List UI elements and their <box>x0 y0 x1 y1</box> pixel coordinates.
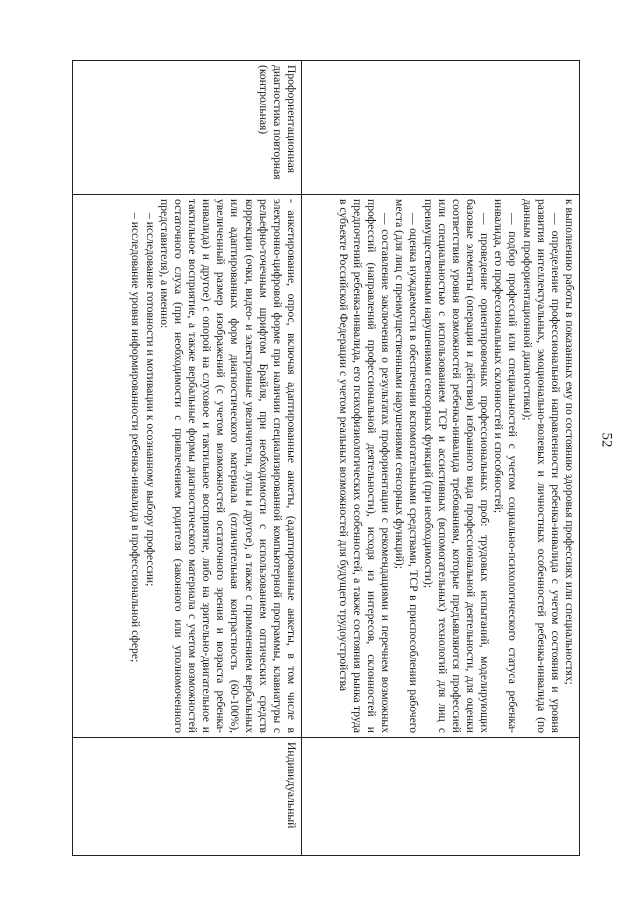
table-row <box>73 61 302 856</box>
list-item: к выполнению работы в показанных ему по состоянию здоровья профессиях или специальностях; <box>563 199 576 685</box>
list-item: — проведение ориентировочных профессиональных проб: трудовых испытаний, моделирующих базовые элементы (операции и действия) избранного вида профессиональной деятельности, для оценки соответствия уровня возможностей ребенка-инвалида требованиям, которые предъявляются профессией или специальностью с использованием ТСР и ассистивных (вспомогательных) технологий для лиц с преимущественными нарушениями сенсорных функций (при необходимости); <box>421 199 492 733</box>
page-number: 52 <box>598 432 615 448</box>
table-cell-form: Индивидуальный <box>73 738 302 856</box>
list-item: – исследование уровня информированности ребенка-инвалида в профессиональной сфере; <box>129 213 143 663</box>
table-cell-content <box>302 195 580 738</box>
table-cell-content <box>73 195 302 738</box>
table-cell-service-name <box>302 61 580 195</box>
list-item: – исследование готовности и мотивации к осознанному выбору профессии; <box>143 213 157 587</box>
table-row <box>302 61 580 856</box>
list-item: — подбор профессий или специальностей с учетом социально-психологического статуса ребенка-инвалида, его профессиональных склонностей и способностей; <box>492 199 520 733</box>
list-item: — определение профессиональной направленности ребенка-инвалида с учетом состояния и уровня развития интеллектуальных, эмоционально-волевых и личностных особенностей ребенка-инвалида (по данным профориентационной диагностики); <box>520 199 562 733</box>
list-item: — оценка нуждаемости в обеспечении вспомогательными средствами, ТСР в приспособлении рабочего места (для лиц с преимущественными нарушениями сенсорных функций); <box>393 199 421 733</box>
rehab-measures-table <box>72 60 580 856</box>
list-item: - анкетирование, опрос, включая адаптированные анкеты, (адаптированные анкеты, в том числе в электронно-цифровой форме при наличии специализированной компьютерной программы, клавиатуры с рельефно-точечным шрифтом Брайля, при необходимости с использованием оптических средств коррекции (очки, видео- и электронные увеличители, лупы и другое), а также с применением вербальных или адаптированных форм диагностического материала (отличительная контрастность (60-100%), увеличенный размер изображений (с учетом возможностей остаточного зрения и возраста ребенка-инвалида) и другое) с опорой на слуховое и тактильное восприятие, либо на зрительно-двигательное и тактильное восприятие, а также вербальные формы диагностического материала с учетом возможностей остаточного слуха (при необходимости с привлечением родителя (законного или уполномоченного представителя), а именно: <box>157 199 298 733</box>
list-item: — составление заключения о результатах профориентации с рекомендациями и перечнем возможных профессий (направлений профессиональной деятельности), исходя из интересов, склонностей и предпочтений ребенка-инвалида, его психофизиологических особенностей, а также состояния рынка труда в субъекте Российской Федерации с учетом реальных возможностей для будущего трудоустройства <box>336 199 393 733</box>
rotated-page-content <box>72 60 580 856</box>
table-cell-form <box>302 738 580 856</box>
table-cell-service-name: Профориентационная диагностика повторная (контрольная) <box>73 61 302 195</box>
